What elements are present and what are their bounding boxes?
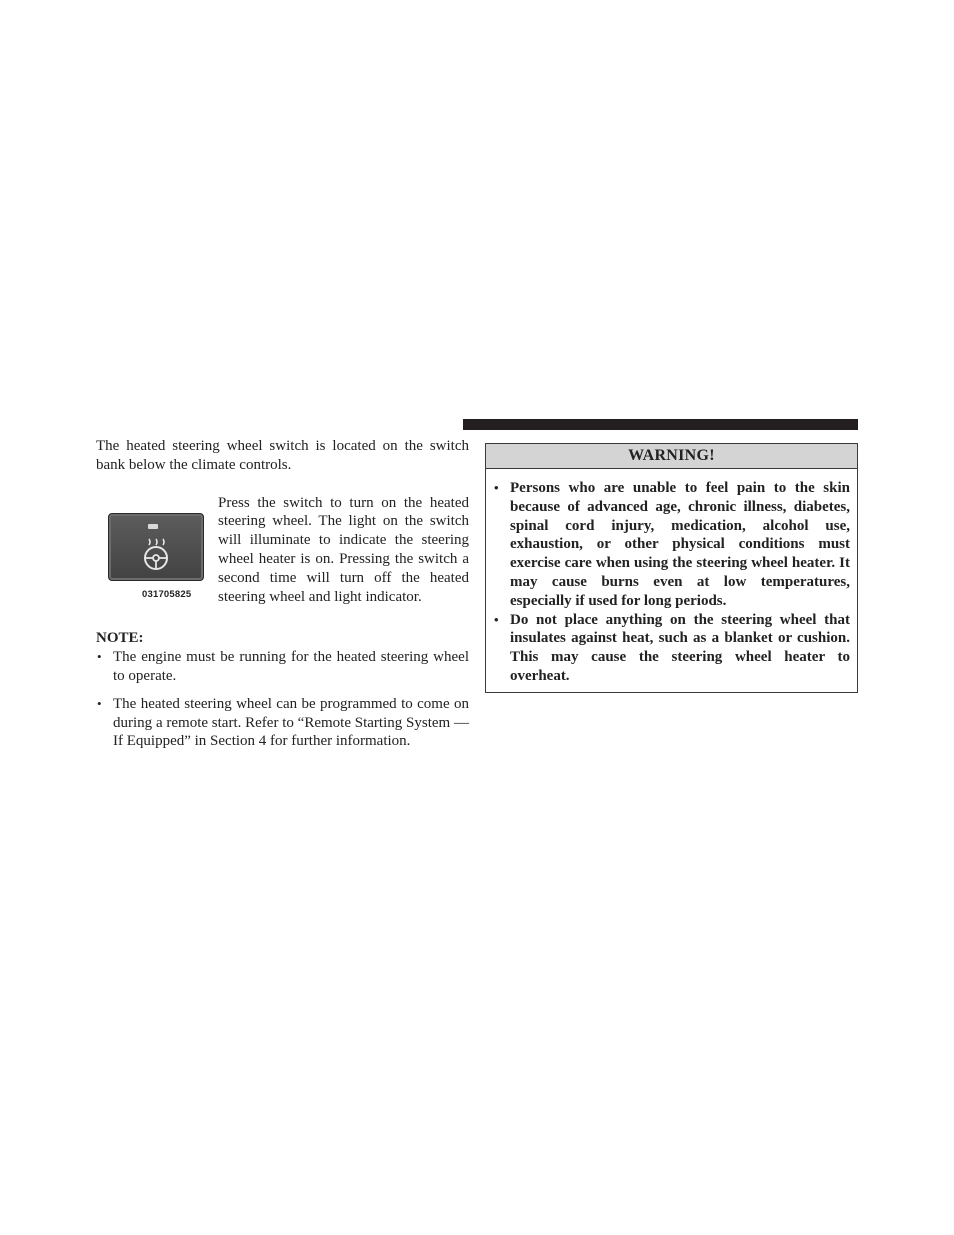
left-column [96,437,469,751]
warning-heading: WARNING! [486,444,857,469]
intro-paragraph: The heated steering wheel switch is located on the switch bank below the climate controls. [96,438,469,473]
section-header-bar [463,419,858,430]
indicator-light-icon [148,524,158,529]
note-list [96,648,469,751]
heated-steering-wheel-switch [108,513,204,581]
heated-steering-wheel-icon [138,536,174,572]
switch-figure [108,494,218,607]
list-item: • The engine must be running for the heated steering wheel to operate. [96,648,469,686]
figure-code: 031705825 [142,588,192,600]
warning-box [485,443,858,693]
list-item: • Do not place anything on the steering wheel that insulates against heat, such as a blanket or cushion. This may cause the steering wheel heater to overheat. [493,611,850,686]
list-item: • Persons who are unable to feel pain to the skin because of advanced age, chronic illness, diabetes, spinal cord injury, medication, alcohol use, exhaustion, or other physical conditions must exercise care when using the steering wheel heater. It may cause burns even at low temperatures, especially if used for long periods. [493,479,850,611]
figure-description: Press the switch to turn on the heated steering wheel. The light on the switch will illuminate to indicate the steering wheel heater is on. Pressing the switch a second time will turn off the heated steering wheel and light indicator. [218,494,469,605]
list-item: • The heated steering wheel can be programmed to come on during a remote start. Refer to “Remote Starting System — If Equipped” in Section 4 for further information. [96,695,469,751]
note-heading: NOTE: [96,630,144,647]
figure-row [96,494,469,607]
warning-list [486,469,857,692]
